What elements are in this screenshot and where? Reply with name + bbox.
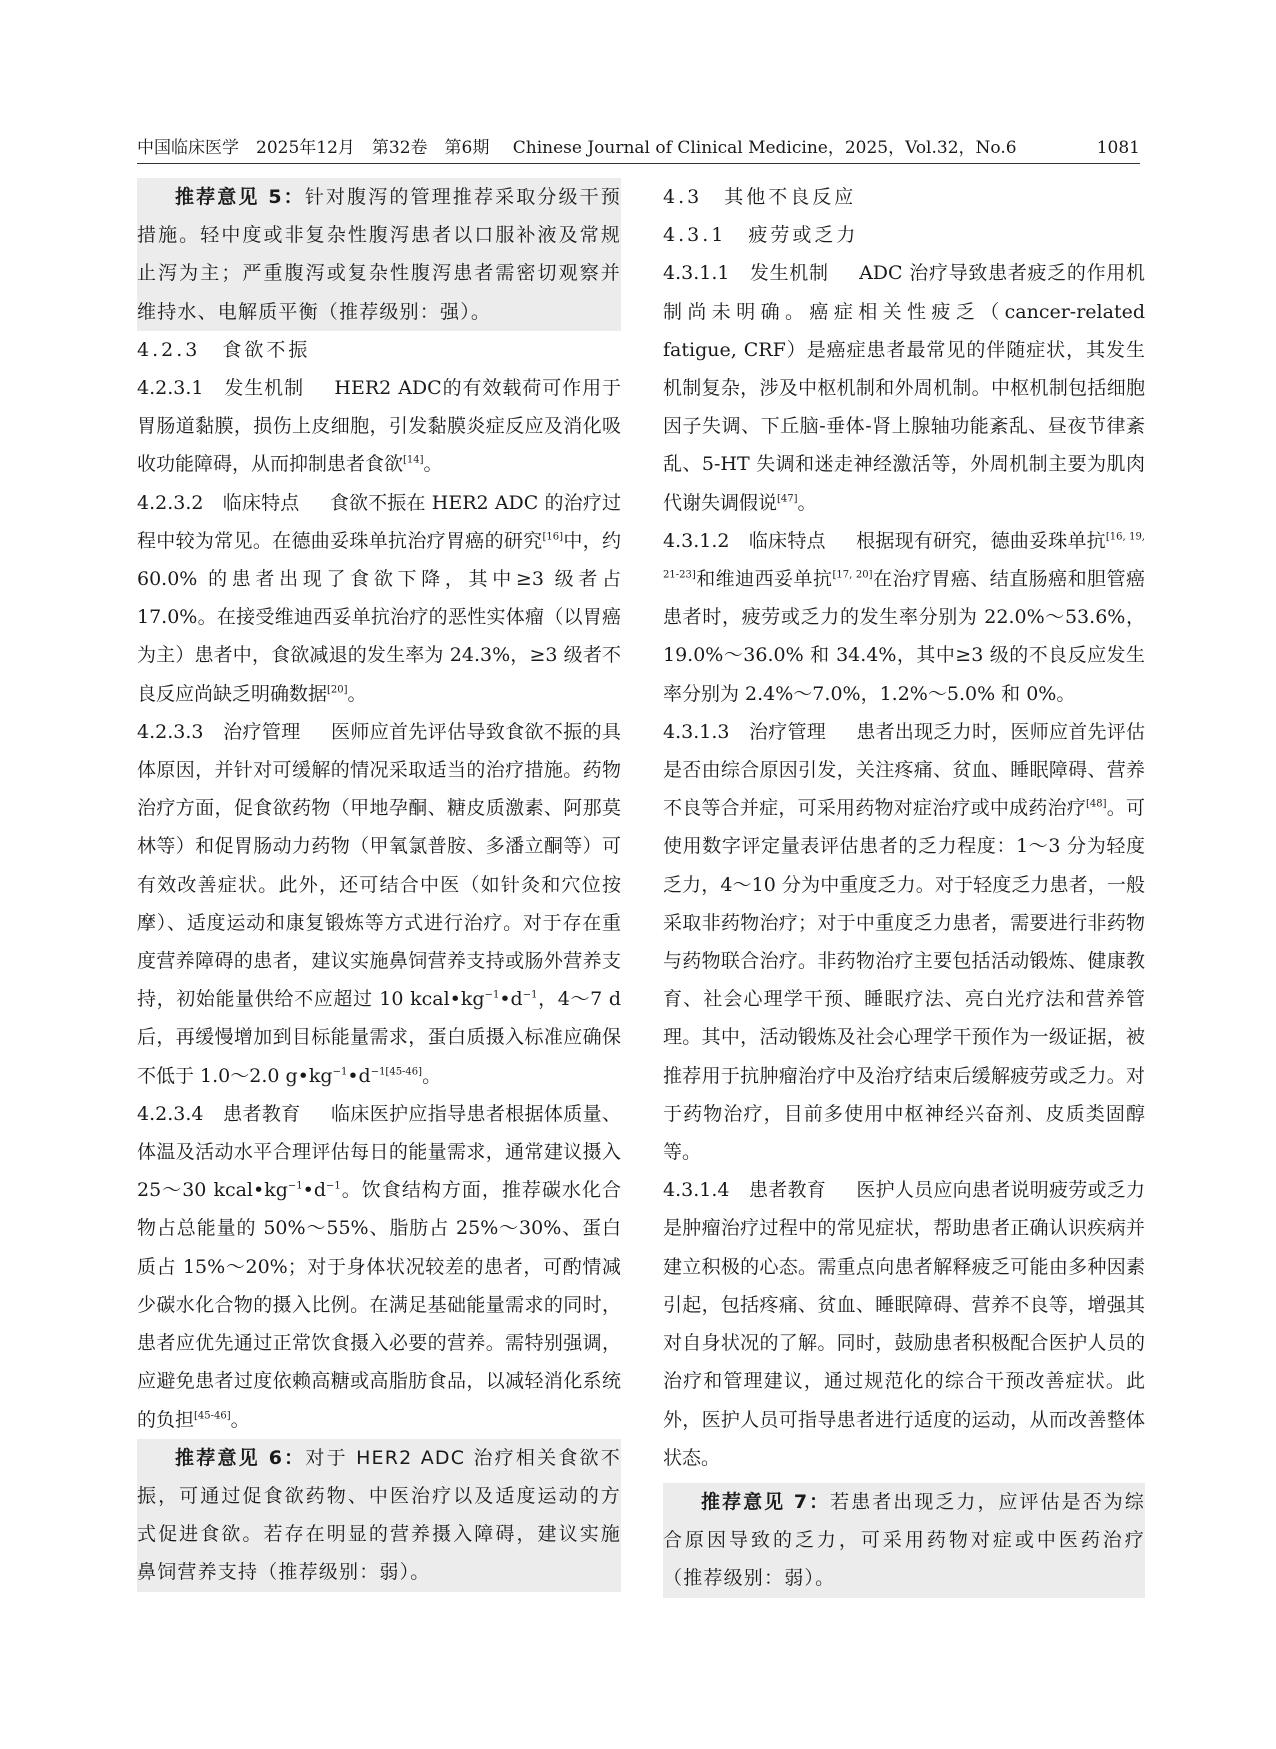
paragraph-text: 中，约 60.0% 的患者出现了食欲下降，其中≥3 级者占 17.0%。在接受维迪西妥单抗治疗的恶性实体瘤（以胃癌为主）患者中，食欲减退的发生率为 24.3%，≥3 级者不良反应尚缺乏明确数据: [137, 529, 621, 705]
subsection-label: 4.3.1.3 治疗管理: [663, 720, 827, 743]
recommendation-7-body: 若患者出现乏力，应评估是否为综合原因导致的乏力，可采用药物对症或中医药治疗（推荐级别：弱）。: [663, 1490, 1145, 1590]
left-column: [137, 178, 621, 1592]
paragraph-4-2-3-2: [137, 484, 621, 713]
paragraph-4-3-1-2: [663, 522, 1145, 713]
journal-title-cn: 中国临床医学 2025年12月 第32卷 第6期: [137, 138, 490, 158]
recommendation-5-body: 针对腹泻的管理推荐采取分级干预措施。轻中度或非复杂性腹泻患者以口服补液及常规止泻为主；严重腹泻或复杂性腹泻患者需密切观察并维持水、电解质平衡（推荐级别：强）。: [137, 186, 621, 323]
subsection-label: 4.2.3.1 发生机制: [137, 377, 305, 400]
punctuation: 。: [347, 682, 367, 705]
recommendation-7-title: 推荐意见 7：: [701, 1490, 831, 1513]
subsection-label: 4.3.1.4 患者教育: [663, 1179, 827, 1202]
paragraph-text: 医师应首先评估导致食欲不振的具体原因，并针对可缓解的情况采取适当的治疗措施。药物治疗方面，促食欲药物（甲地孕酮、糖皮质激素、阿那莫林等）和促胃肠动力药物（甲氧氯普胺、多潘立酮等）可有效改善症状。此外，还可结合中医（如针灸和穴位按摩）、适度运动和康复锻炼等方式进行治疗。对于存在重度营养障碍的患者，建议实施鼻饲营养支持或肠外营养支持，初始能量供给不应超过 10 kcal•kg: [137, 720, 621, 1011]
paragraph-text: 根据现有研究，德曲妥珠单抗: [856, 529, 1106, 552]
paragraph-text: 患者出现乏力时，医师应首先评估是否由综合原因引发，关注疼痛、贫血、睡眠障碍、营养不良等合并症，可采用药物对症治疗或中成药治疗: [663, 720, 1145, 820]
citation: [17, 20]: [832, 569, 873, 581]
header-rule: [137, 163, 1140, 164]
right-column: [663, 178, 1145, 1598]
page-number: 1081: [1096, 138, 1140, 158]
paragraph-text: •d: [499, 988, 523, 1011]
section-heading-4-2-3: 4.2.3 食欲不振: [137, 338, 311, 361]
paragraph-4-2-3-3: [137, 713, 621, 1095]
citation: [14]: [403, 455, 424, 467]
paragraph-text: 临床医护应指导患者根据体质量、体温及活动水平合理评估每日的能量需求，通常建议摄入 25～30 kcal•kg: [137, 1102, 621, 1202]
citation: [45-46]: [194, 1410, 231, 1422]
superscript: −1: [326, 1180, 341, 1192]
citation: [16, 19, 21-23]: [663, 531, 1145, 581]
recommendation-5-title: 推荐意见 5：: [175, 186, 305, 208]
punctuation: 。: [423, 453, 443, 476]
paragraph-4-3-1-1: [663, 254, 1145, 521]
paragraph-4-3-1-4: [663, 1171, 1145, 1477]
punctuation: 。: [422, 1064, 442, 1087]
paragraph-text: •d: [302, 1179, 327, 1202]
paragraph-text: 和维迪西妥单抗: [695, 568, 833, 591]
paragraph-text: 。饮食结构方面，推荐碳水化合物占总能量的 50%～55%、脂肪占 25%～30%、蛋白质占 15%～20%；对于身体状况较差的患者，可酌情减少碳水化合物的摄入比例。在满足基础能量需求的同时，患者应优先通过正常饮食摄入必要的营养。需特别强调，应避免患者过度依赖高糖或高脂肪食品，以减轻消化系统的负担: [137, 1179, 621, 1431]
paragraph-4-2-3-1: [137, 369, 621, 484]
subsection-label: 4.3.1.2 临床特点: [663, 529, 826, 552]
superscript: −1: [522, 989, 538, 1001]
paragraph-text: 。可使用数字评定量表评估患者的乏力程度：1～3 分为轻度乏力，4～10 分为中重度乏力。对于轻度乏力患者，一般采取非药物治疗；对于中重度乏力患者，需要进行非药物与药物联合治疗。非药物治疗主要包括活动锻炼、健康教育、社会心理学干预、睡眠疗法、亮白光疗法和营养管理。其中，活动锻炼及社会心理学干预作为一级证据，被推荐用于抗肿瘤治疗中及治疗结束后缓解疲劳或乏力。对于药物治疗，目前多使用中枢神经兴奋剂、皮质类固醇等。: [663, 797, 1145, 1164]
running-header: [137, 134, 1140, 162]
citation: [16]: [542, 531, 564, 543]
recommendation-6: [137, 1439, 621, 1592]
recommendation-5: [137, 178, 621, 331]
citation: [20]: [327, 684, 348, 696]
journal-title-en: Chinese Journal of Clinical Medicine，2025，Vol.32，No.6: [512, 138, 1017, 158]
punctuation: 。: [230, 1408, 250, 1431]
recommendation-7: [663, 1483, 1145, 1598]
recommendation-6-body: 对于 HER2 ADC 治疗相关食欲不振，可通过促食欲药物、中医治疗以及适度运动的方式促进食欲。若存在明显的营养摄入障碍，建议实施鼻饲营养支持（推荐级别：弱）。: [137, 1446, 621, 1584]
section-heading-4-3-1: 4.3.1 疲劳或乏力: [663, 224, 859, 247]
paragraph-text: ，4～7 d 后，再缓慢增加到目标能量需求，蛋白质摄入标准应确保不低于 1.0～2.0 g•kg: [137, 988, 621, 1087]
paragraph-text: 在治疗胃癌、结直肠癌和胆管癌患者时，疲劳或乏力的发生率分别为 22.0%～53.6%，19.0%～36.0% 和 34.4%，其中≥3 级的不良反应发生率分别为 2.4%～7.0%，1.2%～5.0% 和 0%。: [663, 568, 1145, 705]
superscript: −1: [287, 1180, 303, 1192]
punctuation: 。: [797, 491, 817, 514]
citation: [48]: [1086, 798, 1107, 810]
subsection-label: 4.2.3.2 临床特点: [137, 491, 300, 514]
paragraph-4-2-3-4: [137, 1095, 621, 1439]
paragraph-4-3-1-3: [663, 713, 1145, 1171]
citation: −1[45-46]: [370, 1066, 423, 1078]
paragraph-text: •d: [347, 1064, 371, 1087]
section-heading-4-3: 4.3 其他不良反应: [663, 186, 857, 208]
paragraph-text: 医护人员应向患者说明疲劳或乏力是肿瘤治疗过程中的常见症状，帮助患者正确认识疾病并建立积极的心态。需重点向患者解释疲乏可能由多种因素引起，包括疼痛、贫血、睡眠障碍、营养不良等，增强其对自身状况的了解。同时，鼓励患者积极配合医护人员的治疗和管理建议，通过规范化的综合干预改善症状。此外，医护人员可指导患者进行适度的运动，从而改善整体状态。: [663, 1179, 1145, 1469]
citation: [47]: [777, 493, 798, 505]
superscript: −1: [332, 1066, 348, 1078]
subsection-label: 4.3.1.1 发生机制: [663, 262, 829, 285]
recommendation-6-title: 推荐意见 6：: [175, 1446, 306, 1469]
paragraph-text: HER2 ADC的有效载荷可作用于胃肠道黏膜，损伤上皮细胞，引发黏膜炎症反应及消化吸收功能障碍，从而抑制患者食欲: [137, 377, 621, 476]
subsection-label: 4.2.3.3 治疗管理: [137, 720, 301, 743]
subsection-label: 4.2.3.4 患者教育: [137, 1102, 301, 1125]
paragraph-text: 食欲不振在 HER2 ADC 的治疗过程中较为常见。在德曲妥珠单抗治疗胃癌的研究: [137, 491, 621, 552]
paragraph-text: ADC 治疗导致患者疲乏的作用机制尚未明确。癌症相关性疲乏（cancer-related fatigue, CRF）是癌症患者最常见的伴随症状，其发生机制复杂，涉及中枢机制和外周机制。中枢机制包括细胞因子失调、下丘脑-垂体-肾上腺轴功能紊乱、昼夜节律紊乱、5-HT 失调和迷走神经激活等，外周机制主要为肌肉代谢失调假说: [663, 262, 1145, 514]
superscript: −1: [484, 989, 500, 1001]
